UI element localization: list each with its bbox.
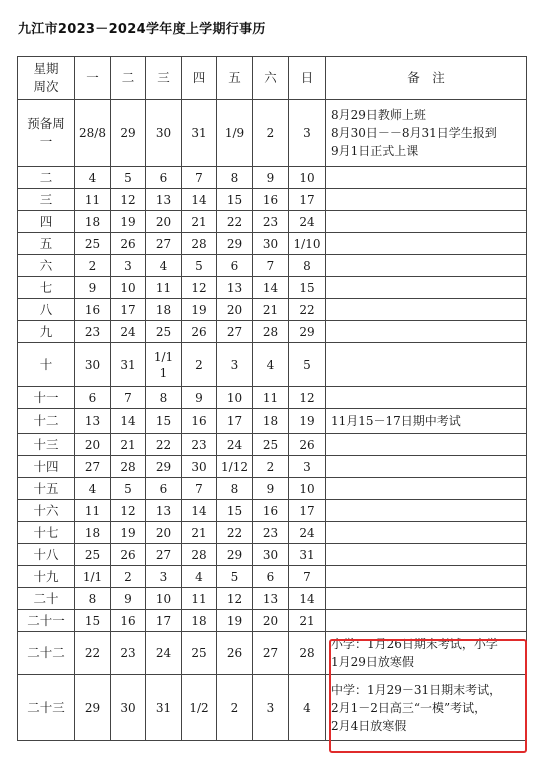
date-cell: 13 [253, 588, 289, 610]
date-cell: 23 [182, 434, 217, 456]
date-cell: 26 [217, 632, 253, 675]
week-cell: 八 [18, 299, 75, 321]
date-cell: 8 [217, 167, 253, 189]
date-cell: 6 [75, 387, 111, 409]
note-cell [326, 544, 527, 566]
date-cell: 13 [146, 189, 182, 211]
date-cell: 2 [253, 456, 289, 478]
date-cell: 21 [253, 299, 289, 321]
note-cell [326, 167, 527, 189]
date-cell: 31 [111, 343, 146, 387]
note-cell [326, 299, 527, 321]
day-header-tue: 二 [111, 57, 146, 100]
school-calendar-table [17, 56, 527, 741]
date-cell: 9 [253, 478, 289, 500]
date-cell: 6 [217, 255, 253, 277]
date-cell: 24 [146, 632, 182, 675]
week-cell: 十九 [18, 566, 75, 588]
week-header-line1: 星期 [33, 61, 59, 76]
date-cell: 4 [182, 566, 217, 588]
week-cell: 五 [18, 233, 75, 255]
date-cell: 29 [289, 321, 326, 343]
week-column-header [18, 57, 75, 100]
date-line: 1 [159, 365, 168, 380]
date-cell: 27 [146, 233, 182, 255]
week-cell: 二 [18, 167, 75, 189]
date-cell: 28/8 [75, 100, 111, 167]
date-cell: 3 [289, 100, 326, 167]
week-cell: 二十三 [18, 675, 75, 741]
date-cell: 4 [146, 255, 182, 277]
note-cell [326, 255, 527, 277]
table-row [18, 478, 527, 500]
date-cell: 30 [146, 100, 182, 167]
date-cell: 10 [146, 588, 182, 610]
date-cell: 17 [289, 189, 326, 211]
date-cell: 4 [253, 343, 289, 387]
table-row [18, 387, 527, 409]
date-cell: 19 [182, 299, 217, 321]
date-cell: 26 [182, 321, 217, 343]
date-cell: 23 [253, 211, 289, 233]
date-cell: 22 [217, 211, 253, 233]
date-cell: 11 [253, 387, 289, 409]
date-cell: 18 [75, 211, 111, 233]
week-cell: 二十 [18, 588, 75, 610]
date-cell: 3 [289, 456, 326, 478]
date-cell: 8 [75, 588, 111, 610]
day-header-wed: 三 [146, 57, 182, 100]
date-cell: 9 [75, 277, 111, 299]
date-cell: 28 [182, 233, 217, 255]
table-row [18, 675, 527, 741]
date-cell: 31 [289, 544, 326, 566]
note-cell [326, 189, 527, 211]
date-cell: 20 [75, 434, 111, 456]
date-cell: 14 [182, 189, 217, 211]
date-cell: 25 [182, 632, 217, 675]
date-cell: 16 [182, 409, 217, 434]
date-cell: 16 [253, 189, 289, 211]
date-cell: 14 [253, 277, 289, 299]
date-cell: 2 [217, 675, 253, 741]
date-cell: 31 [146, 675, 182, 741]
date-cell: 20 [217, 299, 253, 321]
date-cell: 19 [111, 211, 146, 233]
note-cell [326, 434, 527, 456]
date-cell: 17 [289, 500, 326, 522]
date-cell: 10 [111, 277, 146, 299]
note-cell [326, 387, 527, 409]
date-cell: 13 [75, 409, 111, 434]
day-header-thu: 四 [182, 57, 217, 100]
week-cell: 十四 [18, 456, 75, 478]
week-cell: 十五 [18, 478, 75, 500]
table-row [18, 100, 527, 167]
date-cell: 18 [75, 522, 111, 544]
date-cell: 17 [111, 299, 146, 321]
date-cell: 25 [146, 321, 182, 343]
note-cell [326, 566, 527, 588]
date-cell: 20 [253, 610, 289, 632]
date-cell: 9 [253, 167, 289, 189]
date-cell: 5 [289, 343, 326, 387]
date-cell: 11 [75, 189, 111, 211]
week-label-line2: 一 [39, 134, 53, 149]
date-cell: 28 [253, 321, 289, 343]
date-cell: 4 [75, 478, 111, 500]
note-cell [326, 588, 527, 610]
date-cell: 27 [217, 321, 253, 343]
date-cell: 13 [146, 500, 182, 522]
date-cell: 17 [217, 409, 253, 434]
note-line: 8月29日教师上班 [331, 108, 426, 122]
date-cell: 3 [111, 255, 146, 277]
date-cell: 16 [75, 299, 111, 321]
note-cell [326, 233, 527, 255]
date-cell: 29 [75, 675, 111, 741]
date-cell: 7 [289, 566, 326, 588]
week-cell: 六 [18, 255, 75, 277]
week-cell: 十六 [18, 500, 75, 522]
date-line: 1/1 [153, 349, 174, 364]
date-cell: 9 [111, 588, 146, 610]
date-cell: 29 [217, 233, 253, 255]
table-row [18, 255, 527, 277]
date-cell: 30 [253, 233, 289, 255]
day-header-sat: 六 [253, 57, 289, 100]
date-cell: 30 [182, 456, 217, 478]
date-cell: 20 [146, 522, 182, 544]
table-row [18, 544, 527, 566]
table-row [18, 233, 527, 255]
date-cell: 14 [111, 409, 146, 434]
date-cell: 2 [182, 343, 217, 387]
week-cell: 四 [18, 211, 75, 233]
date-cell: 7 [253, 255, 289, 277]
date-cell: 1/9 [217, 100, 253, 167]
date-cell: 24 [217, 434, 253, 456]
date-cell: 19 [217, 610, 253, 632]
notes-header: 备 注 [326, 57, 527, 100]
date-cell: 23 [75, 321, 111, 343]
date-cell: 10 [289, 167, 326, 189]
date-cell: 6 [146, 167, 182, 189]
note-line: 8月30日－－8月31日学生报到 [331, 126, 497, 140]
week-header-line2: 周次 [33, 79, 59, 94]
date-cell: 15 [75, 610, 111, 632]
date-cell: 27 [146, 544, 182, 566]
date-cell: 22 [217, 522, 253, 544]
date-cell: 15 [146, 409, 182, 434]
date-cell: 2 [111, 566, 146, 588]
note-line: 11月15－17日期中考试 [331, 414, 461, 428]
date-cell: 22 [75, 632, 111, 675]
date-cell: 17 [146, 610, 182, 632]
date-cell: 6 [253, 566, 289, 588]
note-line: 小学：1月26日期末考试，小学 [331, 637, 498, 651]
date-cell: 9 [182, 387, 217, 409]
note-cell [326, 321, 527, 343]
date-cell: 16 [253, 500, 289, 522]
date-cell: 18 [253, 409, 289, 434]
note-cell [326, 343, 527, 387]
note-line: 中学：1月29－31日期末考试， [331, 682, 502, 697]
note-cell [326, 522, 527, 544]
date-cell: 26 [111, 544, 146, 566]
table-row [18, 434, 527, 456]
week-cell: 三 [18, 189, 75, 211]
note-cell [326, 211, 527, 233]
date-cell: 8 [289, 255, 326, 277]
date-cell: 5 [217, 566, 253, 588]
date-cell: 5 [111, 167, 146, 189]
day-header-mon: 一 [75, 57, 111, 100]
date-cell: 12 [217, 588, 253, 610]
date-cell: 24 [111, 321, 146, 343]
date-cell: 30 [111, 675, 146, 741]
date-cell: 4 [289, 675, 326, 741]
date-cell: 26 [111, 233, 146, 255]
week-cell: 十八 [18, 544, 75, 566]
day-header-fri: 五 [217, 57, 253, 100]
date-cell: 12 [111, 189, 146, 211]
week-cell: 七 [18, 277, 75, 299]
date-cell: 3 [253, 675, 289, 741]
date-cell: 24 [289, 522, 326, 544]
table-row [18, 610, 527, 632]
date-cell: 1/12 [217, 456, 253, 478]
date-cell: 5 [182, 255, 217, 277]
week-label-line1: 预备周 [27, 116, 65, 131]
note-cell [326, 675, 527, 741]
table-row [18, 321, 527, 343]
date-cell: 25 [75, 233, 111, 255]
date-cell [146, 343, 182, 387]
date-cell: 12 [182, 277, 217, 299]
note-cell [326, 500, 527, 522]
date-cell: 11 [182, 588, 217, 610]
date-cell: 26 [289, 434, 326, 456]
date-cell: 21 [182, 522, 217, 544]
date-cell: 29 [111, 100, 146, 167]
date-cell: 23 [111, 632, 146, 675]
table-row [18, 299, 527, 321]
date-cell: 7 [182, 478, 217, 500]
table-row [18, 277, 527, 299]
table-row [18, 211, 527, 233]
date-cell: 23 [253, 522, 289, 544]
table-row [18, 566, 527, 588]
week-cell: 二十二 [18, 632, 75, 675]
date-cell: 4 [75, 167, 111, 189]
table-row [18, 343, 527, 387]
date-cell: 12 [289, 387, 326, 409]
date-cell: 31 [182, 100, 217, 167]
date-cell: 3 [146, 566, 182, 588]
date-cell: 12 [111, 500, 146, 522]
date-cell: 1/10 [289, 233, 326, 255]
date-cell: 14 [289, 588, 326, 610]
date-cell: 30 [253, 544, 289, 566]
date-cell: 29 [217, 544, 253, 566]
date-cell: 21 [111, 434, 146, 456]
week-cell: 二十一 [18, 610, 75, 632]
table-row [18, 167, 527, 189]
date-cell: 25 [75, 544, 111, 566]
date-cell: 28 [182, 544, 217, 566]
date-cell: 10 [289, 478, 326, 500]
date-cell: 19 [111, 522, 146, 544]
date-cell: 2 [75, 255, 111, 277]
date-cell: 18 [146, 299, 182, 321]
date-cell: 18 [182, 610, 217, 632]
date-cell: 7 [111, 387, 146, 409]
date-cell: 27 [253, 632, 289, 675]
date-cell: 1/2 [182, 675, 217, 741]
date-cell: 6 [146, 478, 182, 500]
date-cell: 13 [217, 277, 253, 299]
date-cell: 30 [75, 343, 111, 387]
note-cell [326, 277, 527, 299]
date-cell: 3 [217, 343, 253, 387]
date-cell: 8 [146, 387, 182, 409]
date-cell: 21 [182, 211, 217, 233]
page-title: 九江市2023－2024学年度上学期行事历 [18, 22, 266, 37]
day-header-sun: 日 [289, 57, 326, 100]
date-cell: 19 [289, 409, 326, 434]
note-line: 1月29日放寒假 [331, 655, 414, 669]
week-cell: 十二 [18, 409, 75, 434]
table-row [18, 522, 527, 544]
table-row [18, 409, 527, 434]
date-cell: 10 [217, 387, 253, 409]
week-cell: 十一 [18, 387, 75, 409]
date-cell: 2 [253, 100, 289, 167]
note-cell [326, 456, 527, 478]
table-row [18, 456, 527, 478]
week-cell: 九 [18, 321, 75, 343]
date-cell: 14 [182, 500, 217, 522]
date-cell: 22 [289, 299, 326, 321]
note-cell [326, 632, 527, 675]
date-cell: 28 [289, 632, 326, 675]
week-cell: 十七 [18, 522, 75, 544]
date-cell: 8 [217, 478, 253, 500]
date-cell: 25 [253, 434, 289, 456]
header-row [18, 57, 527, 100]
date-cell: 16 [111, 610, 146, 632]
note-line: 2月1－2日高三“一模”考试， [331, 700, 487, 715]
date-cell: 11 [146, 277, 182, 299]
date-cell: 21 [289, 610, 326, 632]
date-cell: 1/1 [75, 566, 111, 588]
note-cell [326, 478, 527, 500]
date-cell: 11 [75, 500, 111, 522]
week-cell: 十 [18, 343, 75, 387]
date-cell: 15 [289, 277, 326, 299]
table-row [18, 189, 527, 211]
date-cell: 27 [75, 456, 111, 478]
week-cell [18, 100, 75, 167]
note-line: 9月1日正式上课 [331, 144, 419, 158]
week-cell: 十三 [18, 434, 75, 456]
table-row [18, 632, 527, 675]
note-cell [326, 409, 527, 434]
date-cell: 28 [111, 456, 146, 478]
note-cell [326, 100, 527, 167]
date-cell: 24 [289, 211, 326, 233]
table-row [18, 588, 527, 610]
table-row [18, 500, 527, 522]
date-cell: 5 [111, 478, 146, 500]
date-cell: 22 [146, 434, 182, 456]
date-cell: 15 [217, 500, 253, 522]
note-line: 2月4日放寒假 [331, 718, 407, 733]
date-cell: 29 [146, 456, 182, 478]
date-cell: 15 [217, 189, 253, 211]
note-cell [326, 610, 527, 632]
date-cell: 7 [182, 167, 217, 189]
date-cell: 20 [146, 211, 182, 233]
